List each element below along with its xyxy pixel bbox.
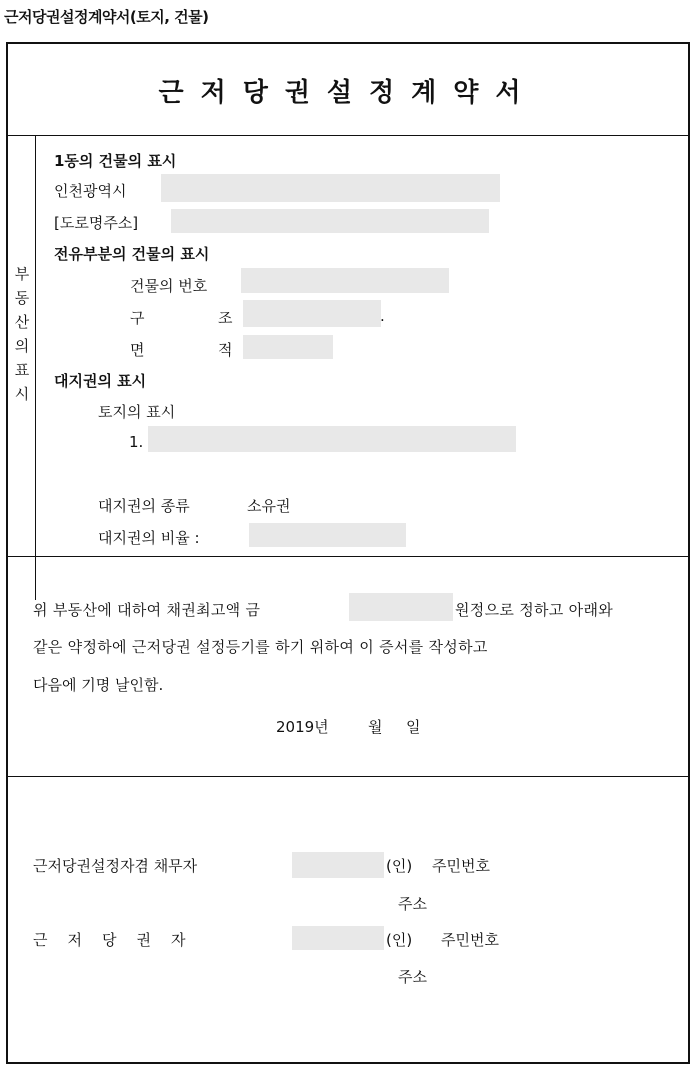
debtor-seal: (인): [386, 857, 413, 875]
redacted-structure: [243, 300, 381, 327]
body-line-2: 같은 약정하에 근저당권 설정등기를 하기 위하여 이 증서를 작성하고: [33, 638, 488, 656]
building-heading: 1동의 건물의 표시: [54, 152, 177, 170]
land-item-number: 1.: [129, 433, 144, 451]
redacted-ratio: [249, 523, 406, 547]
property-side-label: 부동산의표시: [14, 265, 30, 403]
redacted-area: [243, 335, 333, 359]
body-line-3: 다음에 기명 날인함.: [33, 676, 164, 694]
structure-label-1: 구: [130, 309, 145, 327]
area-label-1: 면: [130, 341, 145, 359]
structure-suffix: .: [380, 307, 385, 325]
creditor-seal: (인): [386, 931, 413, 949]
contract-title: 근저당권설정계약서: [158, 78, 538, 108]
date-day: 일: [406, 718, 421, 736]
divider-title: [8, 135, 688, 136]
redacted-address: [161, 174, 500, 202]
date-year: 2019년: [276, 718, 329, 736]
divider-body: [8, 776, 688, 777]
building-number-label: 건물의 번호: [130, 277, 208, 295]
debtor-address-label: 주소: [398, 895, 427, 913]
redacted-land: [148, 426, 516, 452]
redacted-debtor-name: [292, 852, 384, 878]
debtor-id-label: 주민번호: [432, 857, 490, 875]
body-line-1a: 위 부동산에 대하여 채권최고액 금: [33, 601, 261, 619]
redacted-road-address: [171, 209, 489, 233]
right-type-label: 대지권의 종류: [98, 497, 190, 515]
right-ratio-label: 대지권의 비율 :: [98, 529, 200, 547]
creditor-address-label: 주소: [398, 968, 427, 986]
divider-property: [8, 556, 688, 557]
road-address-label: [도로명주소]: [54, 214, 139, 232]
creditor-id-label: 주민번호: [441, 931, 499, 949]
area-label-2: 적: [218, 341, 233, 359]
redacted-creditor-name: [292, 926, 384, 950]
side-divider: [35, 135, 36, 600]
debtor-label: 근저당권설정자겸 채무자: [33, 857, 198, 875]
city-label: 인천광역시: [54, 182, 127, 200]
structure-label-2: 조: [218, 309, 233, 327]
body-line-1b: 원정으로 정하고 아래와: [455, 601, 614, 619]
redacted-amount: [349, 593, 453, 621]
exclusive-part-heading: 전유부분의 건물의 표시: [54, 245, 210, 263]
creditor-label: 근저당권자: [33, 931, 206, 949]
land-label: 토지의 표시: [98, 403, 176, 421]
date-month: 월: [368, 718, 383, 736]
document-header-title: 근저당권설정계약서(토지, 건물): [4, 8, 209, 26]
contract-frame: [6, 42, 690, 1064]
land-right-heading: 대지권의 표시: [54, 372, 147, 390]
right-type-value: 소유권: [247, 497, 291, 515]
redacted-building-number: [241, 268, 449, 293]
